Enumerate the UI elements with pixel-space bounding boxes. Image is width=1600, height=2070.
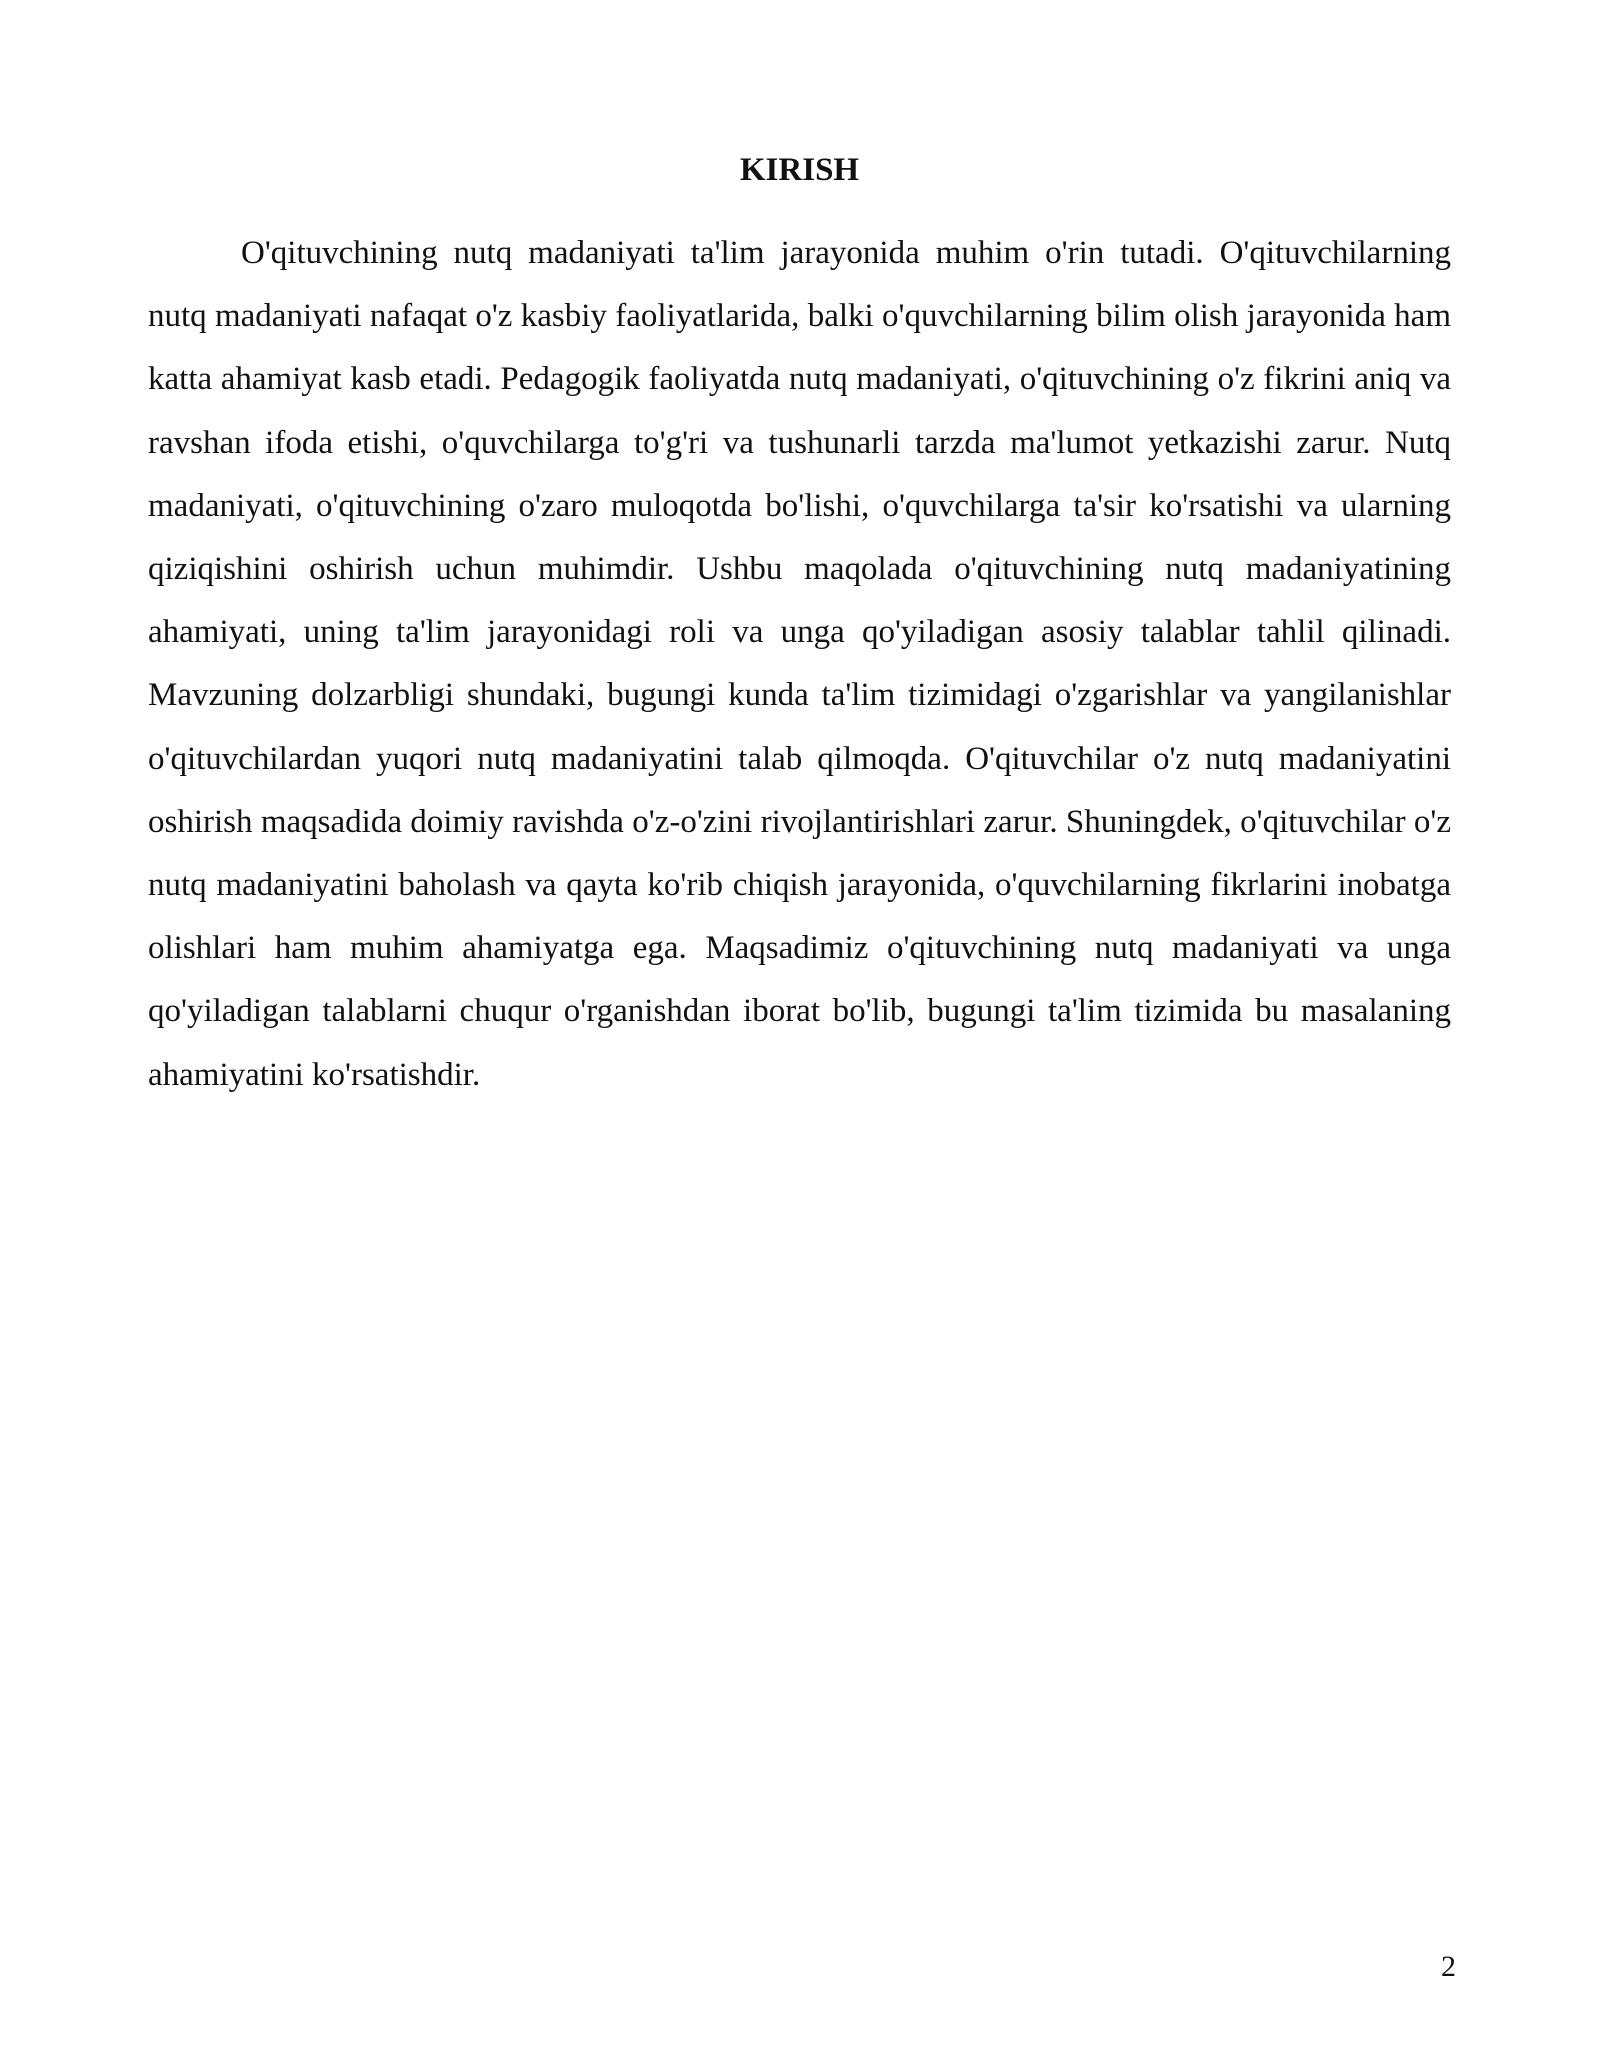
body-paragraph: O'qituvchining nutq madaniyati ta'lim jarayonida muhim o'rin tutadi. O'qituvchilarning nutq madaniyati nafaqat o'z kasbiy faoliyatlarida, balki o'quvchilarning bilim olish jarayonida ham katta ahamiyat kasb etadi. Pedagogik faoliyatda nutq madaniyati, o'qituvchining o'z fikrini aniq va ravshan ifoda etishi, o'quvchilarga to'g'ri va tushunarli tarzda ma'lumot yetkazishi zarur. Nutq madaniyati, o'qituvchining o'zaro muloqotda bo'lishi, o'quvchilarga ta'sir ko'rsatishi va ularning qiziqishini oshirish uchun muhimdir. Ushbu maqolada o'qituvchining nutq madaniyatining ahamiyati, uning ta'lim jarayonidagi roli va unga qo'yiladigan asosiy talablar tahlil qilinadi. Mavzuning dolzarbligi shundaki, bugungi kunda ta'lim tizimidagi o'zgarishlar va yangilanishlar o'qituvchilardan yuqori nutq madaniyatini talab qilmoqda. O'qituvchilar o'z nutq madaniyatini oshirish maqsadida doimiy ravishda o'z-o'zini rivojlantirishlari zarur. Shuningdek, o'qituvchilar o'z nutq madaniyatini baholash va qayta ko'rib chiqish jarayonida, o'quvchilarning fikrlarini inobatga olishlari ham muhim ahamiyatga ega. Maqsadimiz o'qituvchining nutq madaniyati va unga qo'yiladigan talablarni chuqur o'rganishdan iborat bo'lib, bugungi ta'lim tizimida bu masalaning ahamiyatini ko'rsatishdir.	[148, 235, 1451, 1093]
page-title: KIRISH	[739, 152, 860, 188]
page-number: 2	[1441, 1950, 1456, 1983]
